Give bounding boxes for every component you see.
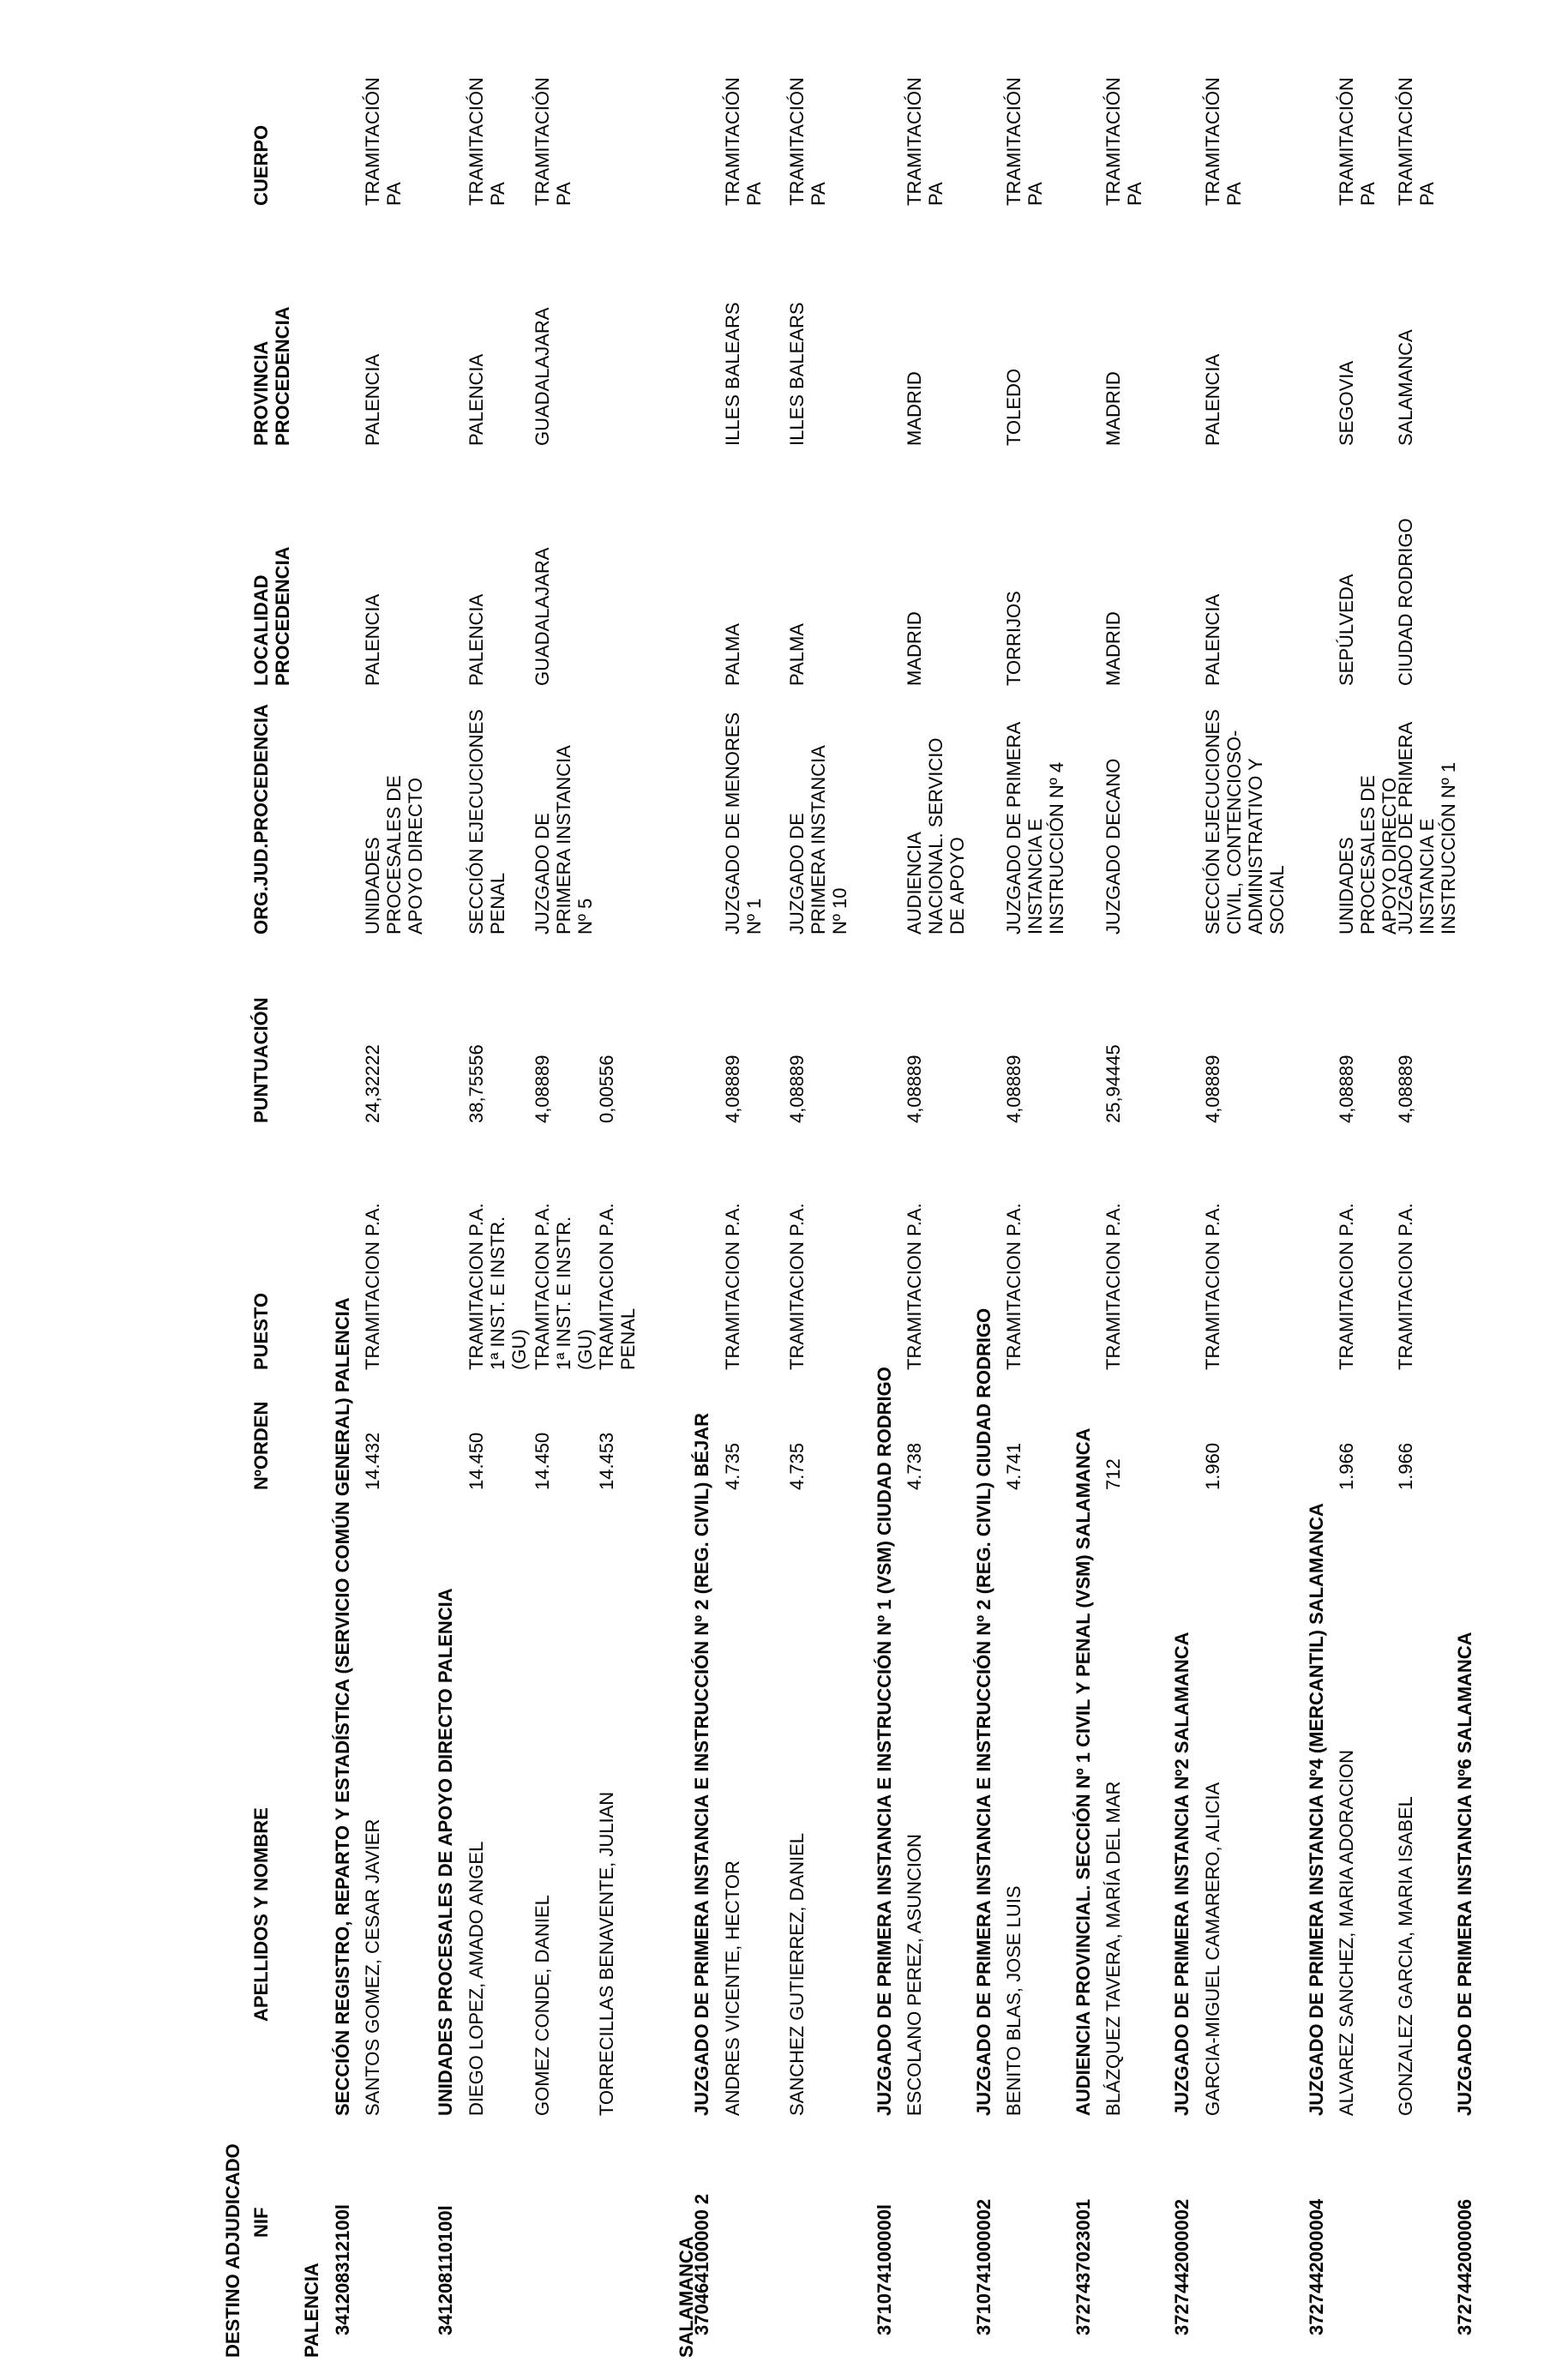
header-nif: NIF <box>250 2207 272 2238</box>
destination-name: SECCIÓN REGISTRO, REPARTO Y ESTADÍSTICA (SERVICIO COMÚN GENERAL) PALENCIA <box>332 1297 353 2116</box>
row-org: JUZGADO DE PRIMERA INSTANCIA Nº 5 <box>532 746 596 935</box>
row-cuerpo: TRAMITACIÓN PA <box>1202 77 1245 206</box>
destination-nif: 3727442000006 <box>1454 2198 1475 2335</box>
row-cuerpo: TRAMITACIÓN PA <box>722 77 765 206</box>
row-org: UNIDADES PROCESALES DE APOYO DIRECTO <box>1336 775 1400 935</box>
doc-title: DESTINO ADJUDICADO <box>222 2143 243 2358</box>
row-puntuacion: 4,08889 <box>786 1055 808 1123</box>
row-puesto: TRAMITACION P.A. <box>786 1203 808 1370</box>
row-localidad: PALMA <box>786 623 808 686</box>
row-cuerpo: TRAMITACIÓN PA <box>1336 77 1379 206</box>
row-puesto: TRAMITACION P.A. <box>1336 1203 1357 1370</box>
row-localidad: MADRID <box>904 611 925 686</box>
row-puesto: TRAMITACION P.A. <box>1003 1203 1024 1370</box>
row-org: AUDIENCIA NACIONAL. SERVICIO DE APOYO <box>904 737 968 935</box>
row-puesto: TRAMITACION P.A. <box>1395 1203 1416 1370</box>
header-provincia: PROVINCIA PROCEDENCIA <box>250 306 293 446</box>
row-localidad: PALENCIA <box>362 593 383 686</box>
row-puntuacion: 4,08889 <box>904 1055 925 1123</box>
row-org: UNIDADES PROCESALES DE APOYO DIRECTO <box>362 775 426 935</box>
row-puesto: TRAMITACION P.A. PENAL <box>596 1203 639 1370</box>
row-provincia: PALENCIA <box>466 353 487 446</box>
row-puntuacion: 4,08889 <box>532 1055 553 1123</box>
row-puntuacion: 4,08889 <box>1336 1055 1357 1123</box>
row-name: ALVAREZ SANCHEZ, MARIA ADORACION <box>1336 1749 1357 2116</box>
header-norden: NºORDEN <box>250 1401 272 1490</box>
row-puesto: TRAMITACION P.A. <box>362 1203 383 1370</box>
row-puntuacion: 25,94445 <box>1102 1044 1124 1123</box>
row-name: GONZALEZ GARCIA, MARIA ISABEL <box>1395 1796 1416 2116</box>
row-orden: 14.450 <box>532 1432 553 1490</box>
row-provincia: SALAMANCA <box>1395 329 1416 446</box>
row-localidad: SEPÚLVEDA <box>1336 574 1357 686</box>
row-provincia: PALENCIA <box>362 353 383 446</box>
destination-name: JUZGADO DE PRIMERA INSTANCIA Nº6 SALAMANCA <box>1454 1632 1475 2116</box>
row-provincia: ILLES BALEARS <box>722 302 743 446</box>
row-org: SECCIÓN EJECUCIONES PENAL <box>466 709 508 935</box>
destination-name: JUZGADO DE PRIMERA INSTANCIA Nº2 SALAMANCA <box>1171 1632 1193 2116</box>
row-cuerpo: TRAMITACIÓN PA <box>1102 77 1145 206</box>
row-puesto: TRAMITACION P.A. <box>904 1203 925 1370</box>
row-localidad: TORRIJOS <box>1003 591 1024 686</box>
destination-nif: 371074100000l <box>874 2204 895 2335</box>
row-cuerpo: TRAMITACIÓN PA <box>904 77 946 206</box>
row-name: DIEGO LOPEZ, AMADO ANGEL <box>466 1841 487 2116</box>
row-provincia: MADRID <box>1102 371 1124 446</box>
header-apellidos: APELLIDOS Y NOMBRE <box>250 1807 272 2022</box>
row-puntuacion: 38,75556 <box>466 1044 487 1123</box>
row-localidad: PALENCIA <box>1202 593 1223 686</box>
row-orden: 4.735 <box>722 1442 743 1490</box>
row-orden: 1.966 <box>1395 1442 1416 1490</box>
header-puesto: PUESTO <box>250 1292 272 1370</box>
row-localidad: CIUDAD RODRIGO <box>1395 518 1416 686</box>
row-org: JUZGADO DE MENORES Nº 1 <box>722 712 765 935</box>
destination-nif: 341208110100l <box>435 2205 456 2335</box>
province-label: SALAMANCA <box>676 2236 697 2358</box>
destination-nif: 370464100000 2 <box>691 2193 712 2335</box>
row-orden: 4.741 <box>1003 1442 1024 1490</box>
row-name: BENITO BLAS, JOSE LUIS <box>1003 1885 1024 2116</box>
row-name: GARCIA-MIGUEL CAMARERO, ALICIA <box>1202 1782 1223 2116</box>
row-name: GOMEZ CONDE, DANIEL <box>532 1895 553 2116</box>
destination-name: JUZGADO DE PRIMERA INSTANCIA E INSTRUCCIÓN Nº 2 (REG. CIVIL) CIUDAD RODRIGO <box>973 1307 994 2116</box>
row-puntuacion: 24,32222 <box>362 1044 383 1123</box>
row-puesto: TRAMITACION P.A. 1ª INST. E INSTR. (GU) <box>532 1203 596 1370</box>
destination-nif: 3727442000002 <box>1171 2198 1193 2335</box>
destination-name: JUZGADO DE PRIMERA INSTANCIA E INSTRUCCIÓN Nº 2 (REG. CIVIL) BÉJAR <box>691 1412 712 2116</box>
row-name: SANCHEZ GUTIERREZ, DANIEL <box>786 1832 808 2116</box>
row-org: JUZGADO DE PRIMERA INSTANCIA E INSTRUCCIÓN Nº 1 <box>1395 723 1459 935</box>
row-puntuacion: 4,08889 <box>722 1055 743 1123</box>
row-puesto: TRAMITACION P.A. <box>1202 1203 1223 1370</box>
row-org: SECCIÓN EJECUCIONES CIVIL, CONTENCIOSO-ADMINISTRATIVO Y SOCIAL <box>1202 709 1288 935</box>
row-provincia: GUADALAJARA <box>532 307 553 446</box>
row-localidad: GUADALAJARA <box>532 547 553 686</box>
destination-nif: 3727437023001 <box>1072 2198 1094 2335</box>
row-orden: 4.735 <box>786 1442 808 1490</box>
header-localidad: LOCALIDAD PROCEDENCIA <box>250 546 293 686</box>
row-puesto: TRAMITACION P.A. <box>722 1203 743 1370</box>
row-cuerpo: TRAMITACIÓN PA <box>1003 77 1046 206</box>
row-cuerpo: TRAMITACIÓN PA <box>362 77 405 206</box>
row-provincia: SEGOVIA <box>1336 360 1357 446</box>
row-puntuacion: 4,08889 <box>1003 1055 1024 1123</box>
row-puntuacion: 0,00556 <box>596 1055 617 1123</box>
row-orden: 1.966 <box>1336 1442 1357 1490</box>
row-name: SANTOS GOMEZ, CESAR JAVIER <box>362 1818 383 2116</box>
row-orden: 4.738 <box>904 1442 925 1490</box>
row-puesto: TRAMITACION P.A. 1ª INST. E INSTR. (GU) <box>466 1203 530 1370</box>
row-org: JUZGADO DECANO <box>1102 758 1124 935</box>
destination-nif: 3710741000002 <box>973 2198 994 2335</box>
row-cuerpo: TRAMITACIÓN PA <box>532 77 574 206</box>
row-orden: 712 <box>1102 1458 1124 1490</box>
row-localidad: PALMA <box>722 623 743 686</box>
row-orden: 1.960 <box>1202 1442 1223 1490</box>
header-org: ORG.JUD.PROCEDENCIA <box>250 704 272 935</box>
header-cuerpo: CUERPO <box>250 124 272 206</box>
row-provincia: ILLES BALEARS <box>786 302 808 446</box>
row-name: ANDRES VICENTE, HECTOR <box>722 1860 743 2116</box>
destination-name: UNIDADES PROCESALES DE APOYO DIRECTO PALENCIA <box>435 1588 456 2116</box>
row-localidad: MADRID <box>1102 611 1124 686</box>
row-provincia: MADRID <box>904 371 925 446</box>
row-name: ESCOLANO PEREZ, ASUNCION <box>904 1834 925 2116</box>
row-cuerpo: TRAMITACIÓN PA <box>786 77 829 206</box>
destination-name: JUZGADO DE PRIMERA INSTANCIA E INSTRUCCIÓN Nº 1 (VSM) CIUDAD RODRIGO <box>874 1367 895 2116</box>
row-puntuacion: 4,08889 <box>1395 1055 1416 1123</box>
row-localidad: PALENCIA <box>466 593 487 686</box>
row-org: JUZGADO DE PRIMERA INSTANCIA Nº 10 <box>786 746 850 935</box>
row-orden: 14.453 <box>596 1432 617 1490</box>
row-cuerpo: TRAMITACIÓN PA <box>1395 77 1438 206</box>
row-orden: 14.432 <box>362 1432 383 1490</box>
row-provincia: PALENCIA <box>1202 353 1223 446</box>
row-orden: 14.450 <box>466 1432 487 1490</box>
row-provincia: TOLEDO <box>1003 368 1024 446</box>
destination-nif: 3727442000004 <box>1306 2198 1327 2335</box>
header-puntuacion: PUNTUACIÓN <box>250 997 272 1123</box>
destination-name: JUZGADO DE PRIMERA INSTANCIA Nº4 (MERCANTIL) SALAMANCA <box>1306 1503 1327 2116</box>
row-name: TORRECILLAS BENAVENTE, JULIAN <box>596 1791 617 2116</box>
province-label: PALENCIA <box>301 2263 322 2358</box>
row-puesto: TRAMITACION P.A. <box>1102 1203 1124 1370</box>
row-org: JUZGADO DE PRIMERA INSTANCIA E INSTRUCCIÓN Nº 4 <box>1003 723 1067 935</box>
row-cuerpo: TRAMITACIÓN PA <box>466 77 508 206</box>
row-name: BLÁZQUEZ TAVERA, MARÍA DEL MAR <box>1102 1781 1124 2116</box>
destination-name: AUDIENCIA PROVINCIAL. SECCIÓN Nº 1 CIVIL Y PENAL (VSM) SALAMANCA <box>1072 1427 1094 2116</box>
destination-nif: 341208312100l <box>332 2204 353 2335</box>
row-puntuacion: 4,08889 <box>1202 1055 1223 1123</box>
